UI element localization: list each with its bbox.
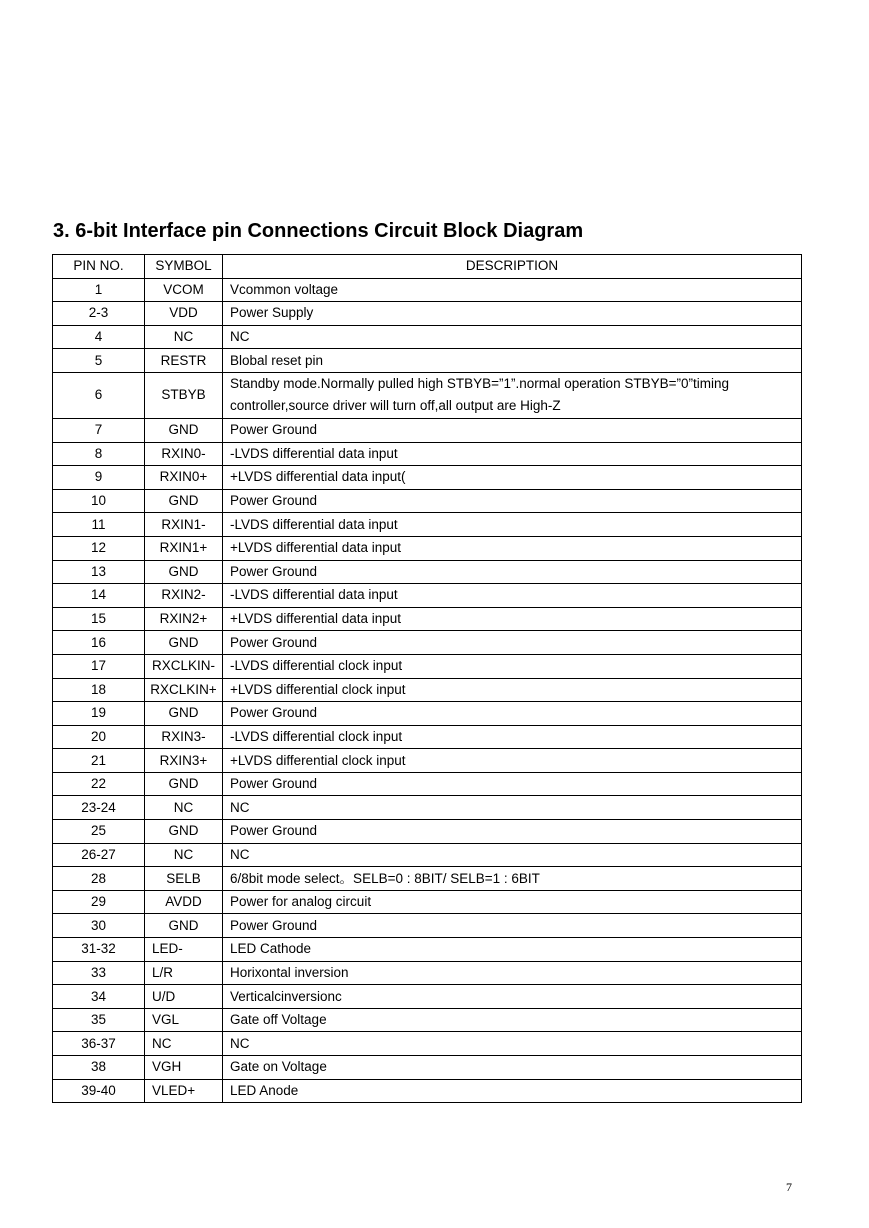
description-cell: Power Ground — [223, 772, 802, 796]
description-cell: -LVDS differential data input — [223, 442, 802, 466]
pin-rows — [53, 278, 802, 1103]
symbol-cell: VLED+ — [145, 1079, 223, 1103]
symbol-cell: RXIN3+ — [145, 749, 223, 773]
table-row — [53, 749, 802, 773]
symbol-cell: VDD — [145, 302, 223, 326]
pin-number-cell: 7 — [53, 418, 145, 442]
symbol-cell: NC — [145, 796, 223, 820]
pin-number-cell: 25 — [53, 820, 145, 844]
pin-number-cell: 11 — [53, 513, 145, 537]
description-cell: Vcommon voltage — [223, 278, 802, 302]
pin-number-cell: 17 — [53, 654, 145, 678]
table-row — [53, 985, 802, 1009]
pin-number-cell: 31-32 — [53, 938, 145, 962]
description-cell: +LVDS differential clock input — [223, 749, 802, 773]
pin-number-cell: 2-3 — [53, 302, 145, 326]
symbol-cell: SELB — [145, 867, 223, 891]
description-cell: +LVDS differential data input — [223, 536, 802, 560]
description-cell: -LVDS differential data input — [223, 513, 802, 537]
description-cell: -LVDS differential clock input — [223, 725, 802, 749]
pin-number-cell: 5 — [53, 349, 145, 373]
symbol-cell: RXIN1+ — [145, 536, 223, 560]
description-cell: -LVDS differential data input — [223, 584, 802, 608]
description-cell: NC — [223, 843, 802, 867]
symbol-cell: NC — [145, 325, 223, 349]
description-cell: Power Ground — [223, 489, 802, 513]
description-cell: NC — [223, 325, 802, 349]
description-cell: -LVDS differential clock input — [223, 654, 802, 678]
pin-number-cell: 23-24 — [53, 796, 145, 820]
description-cell: +LVDS differential data input( — [223, 466, 802, 490]
description-cell: Power Ground — [223, 418, 802, 442]
table-row — [53, 302, 802, 326]
description-cell: NC — [223, 796, 802, 820]
pin-number-cell: 12 — [53, 536, 145, 560]
description-cell: Verticalcinversionc — [223, 985, 802, 1009]
table-row — [53, 1008, 802, 1032]
table-row — [53, 560, 802, 584]
page-number: 7 — [786, 1180, 792, 1194]
pin-number-cell: 10 — [53, 489, 145, 513]
table-row — [53, 442, 802, 466]
pin-number-cell: 34 — [53, 985, 145, 1009]
pin-number-cell: 8 — [53, 442, 145, 466]
symbol-cell: U/D — [145, 985, 223, 1009]
pin-number-cell: 13 — [53, 560, 145, 584]
symbol-cell: RXIN2+ — [145, 607, 223, 631]
symbol-cell: RESTR — [145, 349, 223, 373]
symbol-cell: GND — [145, 560, 223, 584]
table-row — [53, 914, 802, 938]
pin-number-cell: 36-37 — [53, 1032, 145, 1056]
table-row — [53, 772, 802, 796]
pin-number-cell: 35 — [53, 1008, 145, 1032]
table-row — [53, 1079, 802, 1103]
symbol-cell: RXIN0- — [145, 442, 223, 466]
symbol-cell: RXIN0+ — [145, 466, 223, 490]
symbol-cell: RXIN2- — [145, 584, 223, 608]
symbol-cell: AVDD — [145, 890, 223, 914]
section-title: 3. 6-bit Interface pin Connections Circuit Block Diagram — [53, 220, 584, 242]
pin-number-cell: 19 — [53, 702, 145, 726]
pin-number-cell: 30 — [53, 914, 145, 938]
table-row — [53, 278, 802, 302]
description-cell: +LVDS differential data input — [223, 607, 802, 631]
pin-number-cell: 20 — [53, 725, 145, 749]
table-row — [53, 796, 802, 820]
table-row — [53, 631, 802, 655]
pin-number-cell: 22 — [53, 772, 145, 796]
table-row — [53, 938, 802, 962]
header-pin-no: PIN NO. — [53, 255, 145, 279]
table-row — [53, 513, 802, 537]
description-cell: Blobal reset pin — [223, 349, 802, 373]
pin-table — [52, 254, 802, 1103]
symbol-cell: GND — [145, 820, 223, 844]
pin-number-cell: 6 — [53, 372, 145, 418]
description-cell: +LVDS differential clock input — [223, 678, 802, 702]
description-cell: Power Ground — [223, 560, 802, 584]
table-row — [53, 489, 802, 513]
description-cell: Power Ground — [223, 820, 802, 844]
symbol-cell: RXCLKIN- — [145, 654, 223, 678]
description-cell: Power Ground — [223, 914, 802, 938]
table-row — [53, 325, 802, 349]
table-row — [53, 466, 802, 490]
symbol-cell: RXIN3- — [145, 725, 223, 749]
symbol-cell: GND — [145, 489, 223, 513]
description-cell: Horixontal inversion — [223, 961, 802, 985]
table-row — [53, 843, 802, 867]
symbol-cell: GND — [145, 914, 223, 938]
symbol-cell: GND — [145, 772, 223, 796]
pin-number-cell: 39-40 — [53, 1079, 145, 1103]
symbol-cell: RXIN1- — [145, 513, 223, 537]
pin-number-cell: 4 — [53, 325, 145, 349]
symbol-cell: L/R — [145, 961, 223, 985]
table-row — [53, 702, 802, 726]
pin-number-cell: 26-27 — [53, 843, 145, 867]
pin-number-cell: 1 — [53, 278, 145, 302]
pin-number-cell: 38 — [53, 1056, 145, 1080]
header-symbol: SYMBOL — [145, 255, 223, 279]
table-row — [53, 372, 802, 418]
description-cell: Power Supply — [223, 302, 802, 326]
symbol-cell: VGH — [145, 1056, 223, 1080]
pin-number-cell: 28 — [53, 867, 145, 891]
pin-number-cell: 16 — [53, 631, 145, 655]
description-cell: 6/8bit mode select。SELB=0 : 8BIT/ SELB=1 : 6BIT — [223, 867, 802, 891]
description-line: controller,source driver will turn off,all output are High-Z — [230, 398, 561, 414]
table-row — [53, 867, 802, 891]
description-cell: Gate off Voltage — [223, 1008, 802, 1032]
table-row — [53, 961, 802, 985]
description-cell: Power Ground — [223, 702, 802, 726]
description-line: Standby mode.Normally pulled high STBYB=”1”.normal operation STBYB=”0”timing — [230, 376, 729, 392]
table-row — [53, 418, 802, 442]
symbol-cell: VCOM — [145, 278, 223, 302]
table-row — [53, 584, 802, 608]
table-row — [53, 1056, 802, 1080]
pin-number-cell: 9 — [53, 466, 145, 490]
symbol-cell: VGL — [145, 1008, 223, 1032]
symbol-cell: GND — [145, 418, 223, 442]
description-cell: Gate on Voltage — [223, 1056, 802, 1080]
table-row — [53, 607, 802, 631]
description-cell: Power Ground — [223, 631, 802, 655]
symbol-cell: NC — [145, 843, 223, 867]
symbol-cell: LED- — [145, 938, 223, 962]
table-row — [53, 820, 802, 844]
pin-number-cell: 15 — [53, 607, 145, 631]
table-row — [53, 1032, 802, 1056]
pin-number-cell: 29 — [53, 890, 145, 914]
symbol-cell: RXCLKIN+ — [145, 678, 223, 702]
header-description: DESCRIPTION — [223, 255, 802, 279]
description-cell: LED Cathode — [223, 938, 802, 962]
table-header-row — [53, 255, 802, 279]
pin-number-cell: 33 — [53, 961, 145, 985]
pin-number-cell: 21 — [53, 749, 145, 773]
table-row — [53, 678, 802, 702]
description-cell: LED Anode — [223, 1079, 802, 1103]
symbol-cell: STBYB — [145, 372, 223, 418]
pin-number-cell: 18 — [53, 678, 145, 702]
symbol-cell: NC — [145, 1032, 223, 1056]
description-cell: NC — [223, 1032, 802, 1056]
table-row — [53, 890, 802, 914]
table-row — [53, 349, 802, 373]
description-cell: Power for analog circuit — [223, 890, 802, 914]
pin-number-cell: 14 — [53, 584, 145, 608]
table-row — [53, 536, 802, 560]
symbol-cell: GND — [145, 631, 223, 655]
description-cell — [223, 372, 802, 418]
symbol-cell: GND — [145, 702, 223, 726]
table-row — [53, 725, 802, 749]
table-row — [53, 654, 802, 678]
